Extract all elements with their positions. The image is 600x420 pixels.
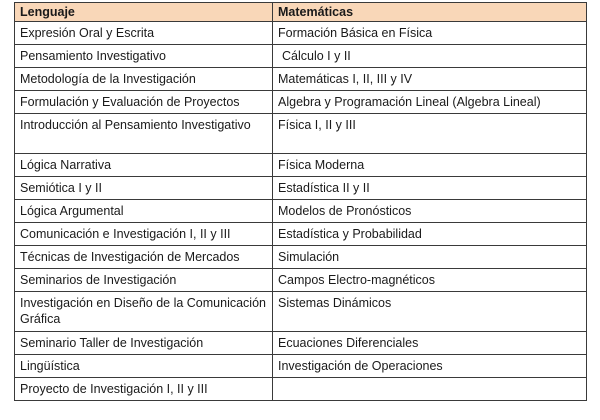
matematicas-cell: Física Moderna — [273, 154, 587, 177]
lenguaje-cell: Proyecto de Investigación I, II y III — [15, 378, 273, 401]
lenguaje-cell: Lógica Argumental — [15, 200, 273, 223]
table-row — [15, 292, 587, 332]
table-row — [15, 22, 587, 45]
table-row — [15, 68, 587, 91]
table-row — [15, 269, 587, 292]
header-matematicas: Matemáticas — [273, 3, 587, 22]
matematicas-cell: Formación Básica en Física — [273, 22, 587, 45]
matematicas-cell: Algebra y Programación Lineal (Algebra Lineal) — [273, 91, 587, 114]
matematicas-cell: Estadística y Probabilidad — [273, 223, 587, 246]
matematicas-cell: Estadística II y II — [273, 177, 587, 200]
lenguaje-cell: Formulación y Evaluación de Proyectos — [15, 91, 273, 114]
table-row — [15, 177, 587, 200]
matematicas-cell: Física I, II y III — [273, 114, 587, 154]
lenguaje-cell: Semiótica I y II — [15, 177, 273, 200]
matematicas-cell: Cálculo I y II — [273, 45, 587, 68]
table-row — [15, 154, 587, 177]
lenguaje-cell: Técnicas de Investigación de Mercados — [15, 246, 273, 269]
lenguaje-cell: Expresión Oral y Escrita — [15, 22, 273, 45]
header-lenguaje: Lenguaje — [15, 3, 273, 22]
table-row — [15, 246, 587, 269]
lenguaje-cell: Investigación en Diseño de la Comunicación Gráfica — [15, 292, 273, 332]
lenguaje-cell: Seminarios de Investigación — [15, 269, 273, 292]
matematicas-cell: Investigación de Operaciones — [273, 355, 587, 378]
lenguaje-cell: Introducción al Pensamiento Investigativo — [15, 114, 273, 154]
matematicas-cell: Campos Electro-magnéticos — [273, 269, 587, 292]
matematicas-cell — [273, 378, 587, 401]
lenguaje-cell: Lingüística — [15, 355, 273, 378]
table-row — [15, 378, 587, 401]
table-header — [15, 3, 587, 22]
lenguaje-cell: Metodología de la Investigación — [15, 68, 273, 91]
table-row — [15, 45, 587, 68]
lenguaje-cell: Comunicación e Investigación I, II y III — [15, 223, 273, 246]
matematicas-cell: Sistemas Dinámicos — [273, 292, 587, 332]
header-row — [15, 3, 587, 22]
table-row — [15, 223, 587, 246]
lenguaje-cell: Pensamiento Investigativo — [15, 45, 273, 68]
matematicas-cell: Matemáticas I, II, III y IV — [273, 68, 587, 91]
table-row — [15, 355, 587, 378]
matematicas-cell: Simulación — [273, 246, 587, 269]
table-row — [15, 332, 587, 355]
subjects-table — [14, 2, 587, 401]
matematicas-cell: Ecuaciones Diferenciales — [273, 332, 587, 355]
lenguaje-cell: Lógica Narrativa — [15, 154, 273, 177]
matematicas-cell: Modelos de Pronósticos — [273, 200, 587, 223]
lenguaje-cell: Seminario Taller de Investigación — [15, 332, 273, 355]
table-row — [15, 91, 587, 114]
table-row — [15, 114, 587, 154]
table-body — [15, 22, 587, 401]
table-row — [15, 200, 587, 223]
